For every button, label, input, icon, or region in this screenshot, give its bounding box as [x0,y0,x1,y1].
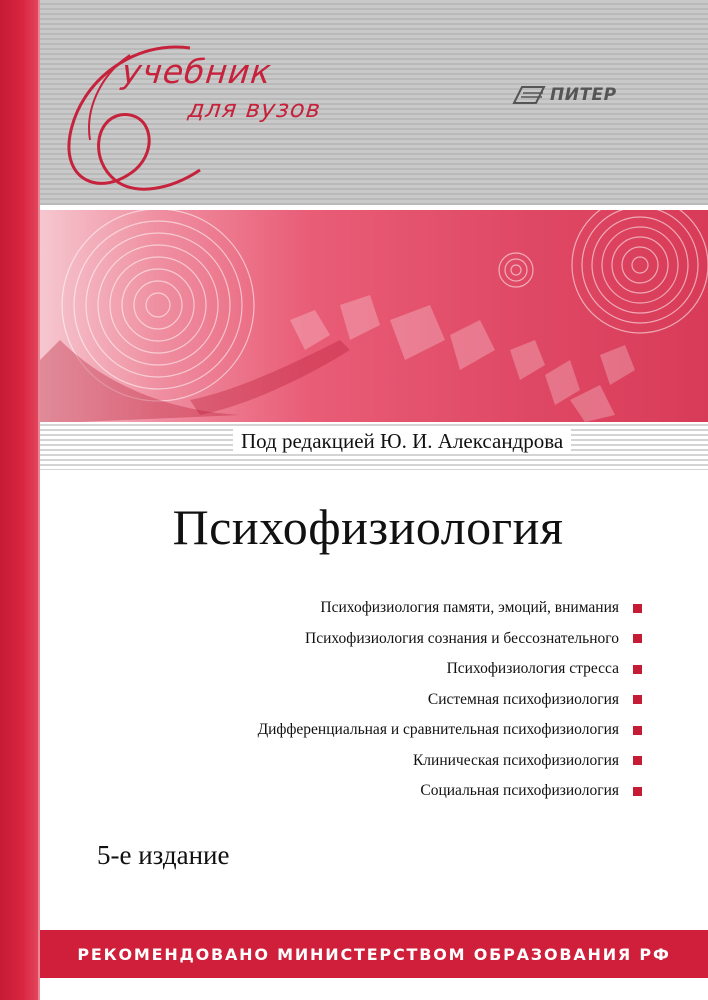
topic-text: Системная психофизиология [427,690,619,708]
series-subtitle: для вузов [186,95,323,123]
topic-item [258,746,642,777]
topic-item [258,624,642,655]
cover-banner [40,210,708,422]
topic-text: Дифференциальная и сравнительная психофизиология [257,721,619,739]
topic-list [258,593,642,807]
topic-item [258,685,642,716]
edition-label: 5-е издание [97,840,230,870]
topic-item [258,715,642,746]
topic-text: Клиническая психофизиология [412,751,619,769]
recommendation-bar [40,930,708,978]
topic-text: Психофизиология памяти, эмоций, внимания [320,599,619,617]
topic-text: Психофизиология сознания и бессознательного [305,629,619,647]
banner-illustration [40,210,708,422]
topic-item [258,776,642,807]
bottom-margin [40,978,708,1000]
topic-text: Психофизиология стресса [446,660,619,678]
topic-text: Социальная психофизиология [420,782,619,800]
bullet-icon [633,604,642,613]
topic-item [258,654,642,685]
publisher-logo [512,85,617,105]
bullet-icon [633,726,642,735]
editor-credit: Под редакцией Ю. И. Александрова [233,429,571,454]
recommendation-text: РЕКОМЕНДОВАНО МИНИСТЕРСТВОМ ОБРАЗОВАНИЯ РФ [77,944,671,964]
bullet-icon [633,634,642,643]
book-title: Психофизиология [172,499,564,555]
bullet-icon [633,756,642,765]
series-logo [40,0,460,215]
bullet-icon [633,695,642,704]
series-title: учебник [119,52,274,91]
bullet-icon [633,665,642,674]
bullet-icon [633,787,642,796]
publisher-name: ПИТЕР [550,85,617,105]
topic-item [258,593,642,624]
piter-logo-icon [512,85,546,105]
